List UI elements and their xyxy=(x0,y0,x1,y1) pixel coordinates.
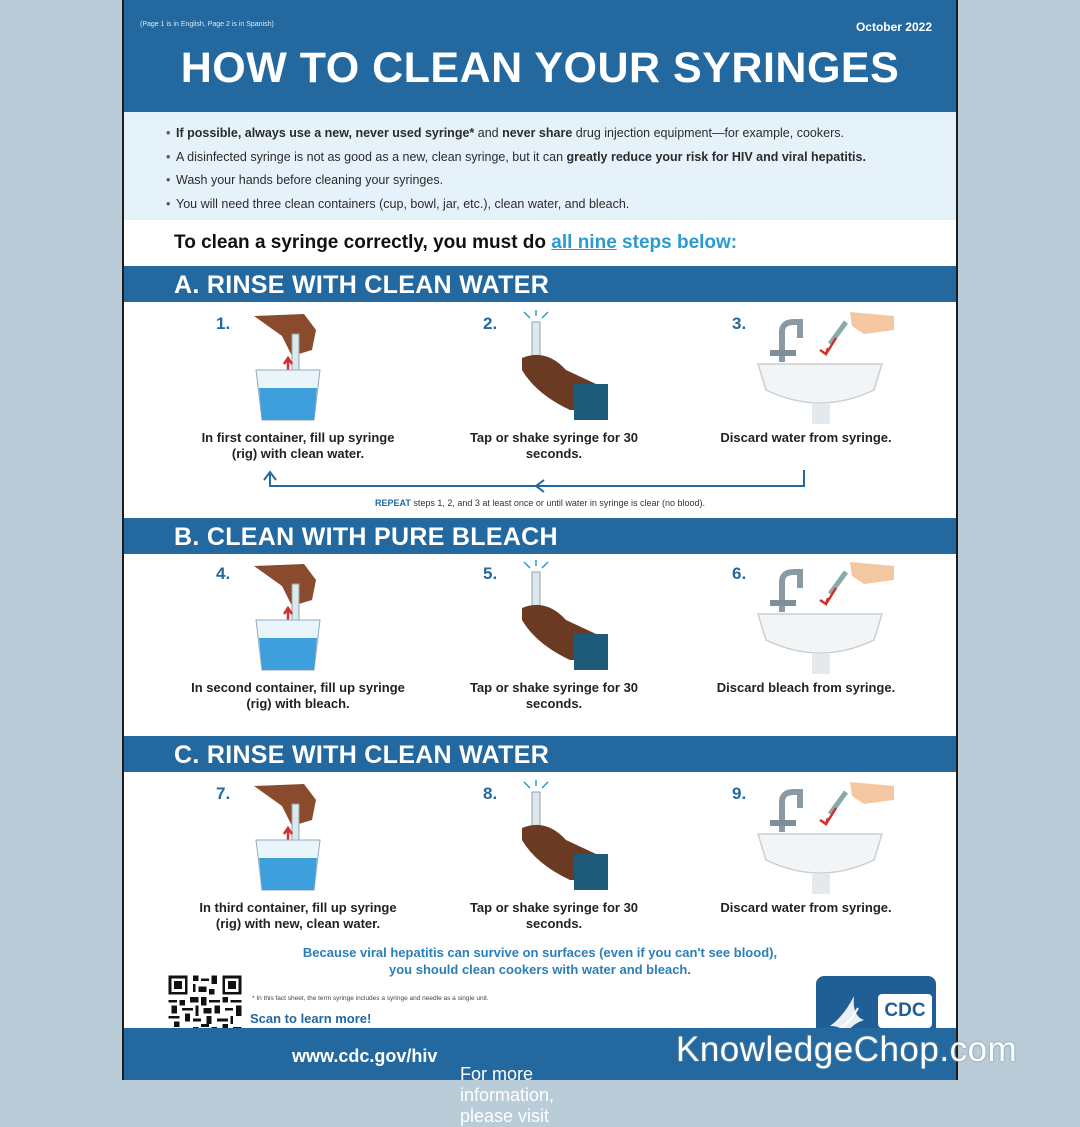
repeat-instruction: REPEAT steps 1, 2, and 3 at least once or until water in syringe is clear (no blood). xyxy=(374,498,705,508)
hand-tapping-syringe-icon xyxy=(516,314,626,424)
step-caption: Discard bleach from syringe. xyxy=(716,680,896,695)
all-nine-link: all nine xyxy=(551,232,617,253)
cooker-cleaning-tip: Because viral hepatitis can survive on surfaces (even if you can't see blood), you should clean cookers with water and bleach. xyxy=(302,945,778,977)
page-title: HOW TO CLEAN YOUR SYRINGES xyxy=(180,44,900,92)
step-caption: Tap or shake syringe for 30 seconds. xyxy=(469,430,639,461)
cdc-logo-text: CDC xyxy=(884,1000,926,1021)
step-caption: Discard water from syringe. xyxy=(720,430,892,445)
step-caption: Tap or shake syringe for 30 seconds. xyxy=(469,900,639,931)
step-number: 5. xyxy=(483,564,498,583)
section-b-header: B. CLEAN WITH PURE BLEACH xyxy=(124,518,956,554)
bullet-item: • Wash your hands before cleaning your syringes. xyxy=(176,171,956,195)
cdc-hiv-link[interactable]: www.cdc.gov/hiv xyxy=(292,1046,438,1066)
step-number: 8. xyxy=(483,784,498,803)
footnote: * In this fact sheet, the term syringe includes a syringe and needle as a single unit. xyxy=(252,995,489,1002)
step-caption: In third container, fill up syringe (rig) with new, clean water. xyxy=(199,900,397,931)
section-c-header: C. RINSE WITH CLEAN WATER xyxy=(124,736,956,772)
bullet-item: • You will need three clean containers (cup, bowl, jar, etc.), clean water, and bleach. xyxy=(176,195,956,219)
hand-tapping-syringe-icon xyxy=(516,564,626,674)
step-number: 1. xyxy=(216,314,231,333)
step-number: 3. xyxy=(732,314,747,333)
footer-text: For more information, please visit www.cdc.gov/hiv xyxy=(292,1046,555,1126)
watermark: KnowledgeChop.com xyxy=(676,1030,1018,1069)
section-a-header: A. RINSE WITH CLEAN WATER xyxy=(124,266,956,302)
fact-sheet xyxy=(122,0,958,1126)
step-number: 9. xyxy=(732,784,747,803)
step-number: 4. xyxy=(216,564,231,583)
sink-discard-icon xyxy=(754,308,896,424)
scan-prompt: Scan to learn more! xyxy=(250,1011,372,1026)
step-caption: In first container, fill up syringe (rig) with clean water. xyxy=(201,430,395,461)
hand-filling-cup-icon xyxy=(246,562,346,674)
hand-tapping-syringe-icon xyxy=(516,784,626,894)
steps-intro: To clean a syringe correctly, you must do all nine steps below: xyxy=(174,232,738,253)
step-caption: In second container, fill up syringe (rig) with bleach. xyxy=(191,680,405,711)
publication-date: October 2022 xyxy=(855,20,932,34)
step-caption: Tap or shake syringe for 30 seconds. xyxy=(469,680,639,711)
step-number: 7. xyxy=(216,784,231,803)
step-number: 2. xyxy=(483,314,498,333)
bullet-item: • If possible, always use a new, never used syringe* and never share drug injection equipment—for example, cookers. xyxy=(176,124,956,148)
sink-discard-icon xyxy=(754,558,896,674)
hand-filling-cup-icon xyxy=(246,782,346,894)
bullet-item: • A disinfected syringe is not as good as a new, clean syringe, but it can greatly reduce your risk for HIV and viral hepatitis. xyxy=(176,148,956,172)
step-number: 6. xyxy=(732,564,747,583)
hand-filling-cup-icon xyxy=(246,312,346,424)
repeat-loop-arrow xyxy=(262,468,810,492)
header-band xyxy=(124,0,956,112)
step-caption: Discard water from syringe. xyxy=(720,900,892,915)
sink-discard-icon xyxy=(754,778,896,894)
language-note: (Page 1 is in English, Page 2 is in Spanish) xyxy=(140,21,274,28)
guidance-bullets xyxy=(124,112,956,220)
